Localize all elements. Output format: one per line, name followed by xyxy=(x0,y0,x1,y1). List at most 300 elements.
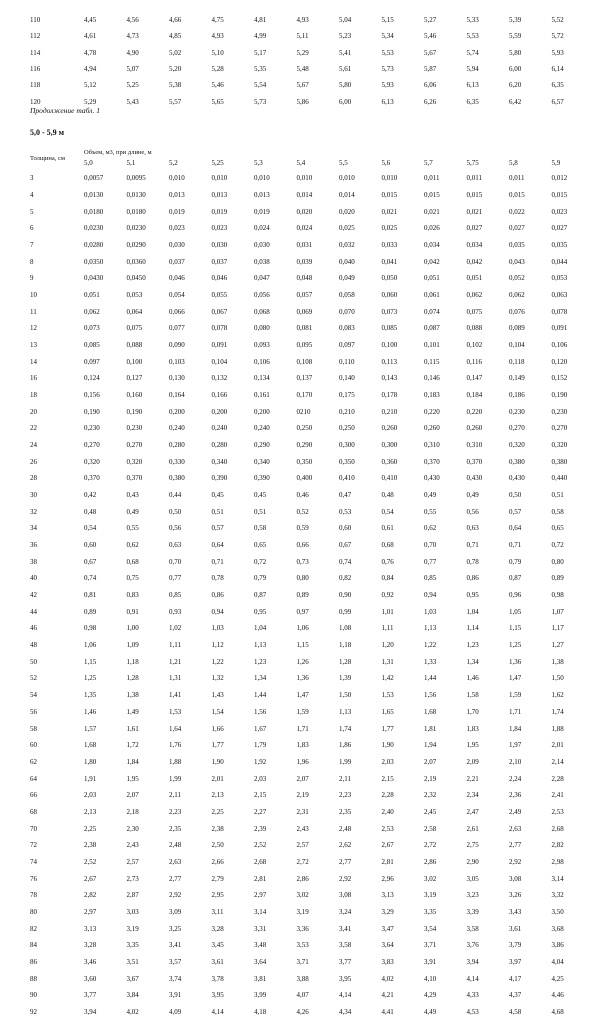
table-row xyxy=(0,954,594,971)
volume-cell: 1,22 xyxy=(211,657,224,666)
volume-cell: 0,75 xyxy=(126,574,139,583)
volume-cell: 1,64 xyxy=(169,724,182,733)
length-header-row xyxy=(0,158,594,168)
volume-cell: 5,61 xyxy=(339,65,352,74)
volume-cell: 3,54 xyxy=(424,924,437,933)
length-header-cell: 5,1 xyxy=(126,159,136,167)
volume-cell: 0,52 xyxy=(296,507,309,516)
thickness-cell: 26 xyxy=(30,457,37,466)
volume-cell: 0,87 xyxy=(509,574,522,583)
volume-cell: 1,67 xyxy=(254,724,267,733)
volume-cell: 1,08 xyxy=(339,624,352,633)
thickness-cell: 118 xyxy=(30,81,41,90)
length-header-cell: 5,75 xyxy=(466,159,479,167)
volume-cell: 0,024 xyxy=(254,224,270,233)
thickness-cell: 84 xyxy=(30,941,37,950)
volume-cell: 0,130 xyxy=(169,374,185,383)
volume-cell: 0,037 xyxy=(211,257,228,266)
volume-cell: 0,220 xyxy=(424,407,440,416)
volume-cell: 0,038 xyxy=(254,257,270,266)
volume-cell: 0,023 xyxy=(211,224,228,233)
volume-cell: 2,11 xyxy=(339,774,351,783)
table-row xyxy=(0,887,594,904)
volume-cell: 1,34 xyxy=(254,674,267,683)
thickness-cell: 36 xyxy=(30,541,37,550)
volume-cell: 3,94 xyxy=(84,1007,97,1016)
length-header-cell: 5,9 xyxy=(551,159,561,167)
volume-cell: 2,03 xyxy=(254,774,267,783)
volume-cell: 4,99 xyxy=(254,32,267,41)
volume-cell: 0,330 xyxy=(169,457,185,466)
volume-cell: 0,0230 xyxy=(84,224,104,233)
volume-cell: 2,48 xyxy=(169,841,182,850)
volume-cell: 4,41 xyxy=(381,1007,394,1016)
volume-cell: 3,77 xyxy=(339,957,352,966)
volume-cell: 1,54 xyxy=(211,707,224,716)
volume-cell: 0,62 xyxy=(126,541,139,550)
volume-cell: 3,97 xyxy=(509,957,522,966)
volume-cell: 0,230 xyxy=(84,424,100,433)
volume-cell: 2,21 xyxy=(466,774,479,783)
volume-cell: 3,09 xyxy=(169,907,182,916)
volume-cell: 1,58 xyxy=(466,691,479,700)
volume-cell: 0,0430 xyxy=(84,274,104,283)
volume-cell: 2,66 xyxy=(211,857,224,866)
volume-cell: 2,75 xyxy=(466,841,479,850)
volume-cell: 0,087 xyxy=(424,324,440,333)
table-row xyxy=(0,337,594,354)
volume-cell: 3,32 xyxy=(551,891,564,900)
volume-cell: 4,25 xyxy=(551,974,564,983)
volume-cell: 3,14 xyxy=(551,874,564,883)
volume-cell: 1,43 xyxy=(211,691,224,700)
thickness-cell: 66 xyxy=(30,791,37,800)
volume-cell: 2,28 xyxy=(381,791,394,800)
volume-cell: 2,98 xyxy=(551,857,564,866)
volume-cell: 0,091 xyxy=(211,341,228,350)
volume-cell: 0,0280 xyxy=(84,241,104,250)
volume-cell: 0,164 xyxy=(169,391,185,400)
thickness-cell: 13 xyxy=(30,341,37,350)
volume-cell: 0,380 xyxy=(551,457,568,466)
volume-cell: 0,093 xyxy=(254,341,270,350)
volume-cell: 0,013 xyxy=(211,191,228,199)
volume-cell: 2,97 xyxy=(254,891,267,900)
table-row xyxy=(0,370,594,387)
table-row xyxy=(0,287,594,304)
volume-cell: 0,152 xyxy=(551,374,568,383)
volume-cell: 3,81 xyxy=(254,974,267,983)
volume-cell: 0,054 xyxy=(169,291,185,300)
table-row xyxy=(0,320,594,337)
table-row xyxy=(0,653,594,670)
volume-cell: 0,78 xyxy=(211,574,224,583)
volume-cell: 3,14 xyxy=(254,907,267,916)
volume-cell: 0,300 xyxy=(339,441,355,450)
volume-cell: 0,390 xyxy=(211,474,228,483)
volume-cell: 0,078 xyxy=(551,307,568,316)
volume-cell: 5,94 xyxy=(466,65,479,74)
volume-cell: 1,23 xyxy=(254,657,267,666)
volume-cell: 0,49 xyxy=(424,491,437,500)
volume-cell: 0,137 xyxy=(296,374,313,383)
volume-cell: 1,59 xyxy=(509,691,522,700)
volume-cell: 0,190 xyxy=(84,407,100,416)
volume-cell: 0,034 xyxy=(466,241,483,250)
volume-cell: 0,380 xyxy=(509,457,525,466)
volume-cell: 0,270 xyxy=(509,424,525,433)
volume-cell: 5,57 xyxy=(169,97,182,106)
volume-cell: 0,061 xyxy=(424,291,440,300)
volume-cell: 0,0360 xyxy=(126,257,146,266)
table-row xyxy=(0,687,594,704)
volume-cell: 2,77 xyxy=(169,874,182,883)
volume-cell: 2,14 xyxy=(551,757,564,766)
table-row xyxy=(0,620,594,637)
volume-cell: 0,0450 xyxy=(126,274,146,283)
volume-cell: 3,19 xyxy=(424,891,437,900)
length-header-cell: 5,0 xyxy=(84,159,93,167)
volume-cell: 0,146 xyxy=(424,374,440,383)
volume-cell: 0,022 xyxy=(509,207,525,216)
volume-cell: 0,200 xyxy=(211,407,228,416)
volume-cell: 0,166 xyxy=(211,391,228,400)
volume-cell: 0,99 xyxy=(339,607,352,616)
volume-cell: 0,108 xyxy=(296,357,313,366)
table-row xyxy=(0,520,594,537)
volume-cell: 2,58 xyxy=(424,824,437,833)
volume-cell: 3,71 xyxy=(296,957,309,966)
thickness-cell: 30 xyxy=(30,491,37,500)
volume-cell: 0,300 xyxy=(381,441,398,450)
volume-cell: 0,63 xyxy=(466,524,479,533)
volume-cell: 3,23 xyxy=(466,891,479,900)
volume-cell: 0,026 xyxy=(424,224,440,233)
volume-cell: 4,14 xyxy=(466,974,479,983)
volume-cell: 2,35 xyxy=(169,824,182,833)
table-row xyxy=(0,420,594,437)
volume-cell: 2,39 xyxy=(254,824,267,833)
volume-cell: 5,53 xyxy=(466,32,479,41)
volume-cell: 4,14 xyxy=(211,1007,224,1016)
volume-cell: 6,35 xyxy=(466,97,479,106)
volume-cell: 0,161 xyxy=(254,391,270,400)
volume-cell: 5,15 xyxy=(381,16,394,25)
volume-cell: 0,140 xyxy=(339,374,355,383)
volume-cell: 0,062 xyxy=(466,291,483,300)
volume-cell: 4,45 xyxy=(84,16,97,25)
volume-cell: 0,104 xyxy=(211,357,228,366)
thickness-cell: 70 xyxy=(30,824,37,833)
volume-cell: 0,48 xyxy=(84,507,97,516)
volume-cell: 5,48 xyxy=(296,65,309,74)
volume-cell: 2,28 xyxy=(551,774,564,783)
volume-cell: 1,36 xyxy=(296,674,309,683)
volume-cell: 0,57 xyxy=(509,507,522,516)
volume-cell: 4,29 xyxy=(424,991,437,1000)
volume-cell: 4,46 xyxy=(551,991,564,1000)
volume-cell: 0,0230 xyxy=(126,224,146,233)
volume-cell: 1,35 xyxy=(84,691,97,700)
volume-cell: 0,54 xyxy=(84,524,97,533)
table-row xyxy=(0,904,594,921)
volume-cell: 1,71 xyxy=(509,707,522,716)
volume-cell: 0,102 xyxy=(466,341,483,350)
volume-cell: 0,050 xyxy=(381,274,398,283)
volume-cell: 0,71 xyxy=(466,541,479,550)
table-row xyxy=(0,920,594,937)
volume-cell: 0,020 xyxy=(339,207,355,216)
volume-cell: 0,040 xyxy=(339,257,355,266)
volume-cell: 4,85 xyxy=(169,32,182,41)
volume-cell: 0,097 xyxy=(84,357,100,366)
volume-cell: 0,430 xyxy=(424,474,440,483)
volume-cell: 0,70 xyxy=(424,541,437,550)
volume-cell: 0,156 xyxy=(84,391,100,400)
volume-table-body xyxy=(0,170,594,1020)
volume-cell: 0,083 xyxy=(339,324,355,333)
volume-cell: 0,56 xyxy=(466,507,479,516)
volume-cell: 5,29 xyxy=(84,97,97,106)
volume-cell: 1,28 xyxy=(339,657,352,666)
volume-cell: 5,46 xyxy=(424,32,437,41)
volume-cell: 3,19 xyxy=(296,907,309,916)
volume-cell: 1,15 xyxy=(296,641,309,650)
volume-cell: 1,36 xyxy=(509,657,522,666)
volume-cell: 4,75 xyxy=(211,16,224,25)
table-row xyxy=(0,570,594,587)
table-row xyxy=(0,437,594,454)
volume-cell: 0210 xyxy=(296,407,311,416)
table-row xyxy=(0,553,594,570)
volume-cell: 6,13 xyxy=(381,97,394,106)
volume-cell: 0,067 xyxy=(211,307,228,316)
length-header-cell: 5,8 xyxy=(509,159,518,167)
volume-cell: 0,037 xyxy=(169,257,185,266)
volume-cell: 0,47 xyxy=(339,491,352,500)
volume-cell: 5,86 xyxy=(296,97,309,106)
volume-cell: 0,115 xyxy=(424,357,440,366)
volume-cell: 0,043 xyxy=(509,257,525,266)
table-row xyxy=(0,937,594,954)
thickness-cell: 22 xyxy=(30,424,37,433)
table-row xyxy=(0,787,594,804)
volume-cell: 0,290 xyxy=(254,441,270,450)
volume-cell: 0,097 xyxy=(339,341,355,350)
volume-cell: 2,92 xyxy=(509,857,522,866)
volume-cell: 0,79 xyxy=(254,574,267,583)
volume-cell: 0,039 xyxy=(296,257,313,266)
volume-cell: 2,23 xyxy=(339,791,352,800)
volume-cell: 5,29 xyxy=(296,48,309,57)
volume-cell: 0,124 xyxy=(84,374,100,383)
volume-cell: 0,080 xyxy=(254,324,270,333)
table-row xyxy=(0,987,594,1004)
volume-cell: 1,83 xyxy=(466,724,479,733)
volume-cell: 1,14 xyxy=(466,624,479,633)
volume-cell: 6,20 xyxy=(509,81,522,90)
volume-cell: 3,78 xyxy=(211,974,224,983)
continuation-title: Продолжение табл. 1 xyxy=(30,106,100,115)
volume-cell: 0,350 xyxy=(296,457,313,466)
volume-cell: 0,64 xyxy=(211,541,224,550)
length-header-cell: 5,3 xyxy=(254,159,263,167)
volume-cell: 2,63 xyxy=(509,824,522,833)
table-row xyxy=(0,187,594,204)
volume-cell: 0,074 xyxy=(424,307,440,316)
volume-cell: 0,190 xyxy=(551,391,568,400)
volume-cell: 1,79 xyxy=(254,741,267,750)
volume-cell: 5,74 xyxy=(466,48,479,57)
volume-cell: 5,20 xyxy=(169,65,182,74)
volume-cell: 0,98 xyxy=(84,624,97,633)
volume-cell: 0,0057 xyxy=(84,174,104,183)
thickness-cell: 54 xyxy=(30,691,37,700)
volume-cell: 1,41 xyxy=(169,691,182,700)
volume-cell: 2,32 xyxy=(424,791,437,800)
volume-cell: 0,014 xyxy=(339,191,355,199)
table-row xyxy=(0,387,594,404)
volume-cell: 3,76 xyxy=(466,941,479,950)
volume-cell: 0,54 xyxy=(381,507,394,516)
volume-cell: 0,014 xyxy=(296,191,313,199)
volume-cell: 1,03 xyxy=(424,607,437,616)
length-header-cell: 5,4 xyxy=(296,159,306,167)
volume-cell: 2,57 xyxy=(126,857,139,866)
volume-cell: 1,18 xyxy=(126,657,139,666)
volume-cell: 1,95 xyxy=(466,741,479,750)
thickness-cell: 116 xyxy=(30,65,41,74)
volume-cell: 0,053 xyxy=(126,291,143,300)
thickness-cell: 62 xyxy=(30,757,37,766)
volume-cell: 4,02 xyxy=(381,974,394,983)
volume-cell: 1,57 xyxy=(84,724,97,733)
volume-cell: 0,011 xyxy=(466,174,482,183)
volume-cell: 5,73 xyxy=(254,97,267,106)
volume-cell: 2,90 xyxy=(466,857,479,866)
volume-cell: 0,87 xyxy=(254,591,267,600)
volume-cell: 0,147 xyxy=(466,374,483,383)
volume-cell: 0,57 xyxy=(211,524,224,533)
volume-cell: 0,056 xyxy=(254,291,270,300)
volume-cell: 1,84 xyxy=(126,757,139,766)
volume-cell: 1,47 xyxy=(509,674,522,683)
volume-cell: 2,10 xyxy=(509,757,522,766)
table-row xyxy=(0,77,594,93)
volume-cell: 0,58 xyxy=(551,507,564,516)
volume-cell: 0,98 xyxy=(551,591,564,600)
volume-cell: 0,220 xyxy=(466,407,483,416)
volume-cell: 6,06 xyxy=(424,81,437,90)
thickness-cell: 44 xyxy=(30,607,37,616)
thickness-cell: 82 xyxy=(30,924,37,933)
volume-cell: 2,13 xyxy=(211,791,224,800)
volume-cell: 0,025 xyxy=(339,224,355,233)
volume-cell: 4,02 xyxy=(126,1007,139,1016)
thickness-cell: 9 xyxy=(30,274,34,283)
volume-cell: 5,65 xyxy=(211,97,224,106)
table-row xyxy=(0,820,594,837)
volume-cell: 5,41 xyxy=(339,48,352,57)
volume-cell: 0,010 xyxy=(339,174,355,183)
volume-cell: 1,15 xyxy=(84,657,97,666)
volume-cell: 2,19 xyxy=(296,791,309,800)
volume-cell: 0,76 xyxy=(381,557,394,566)
volume-cell: 1,27 xyxy=(551,641,564,650)
volume-cell: 3,91 xyxy=(169,991,182,1000)
table-row xyxy=(0,28,594,44)
thickness-cell: 34 xyxy=(30,524,37,533)
table-row xyxy=(0,704,594,721)
volume-cell: 3,45 xyxy=(211,941,224,950)
thickness-cell: 120 xyxy=(30,97,41,106)
volume-cell: 3,99 xyxy=(254,991,267,1000)
volume-cell: 2,07 xyxy=(126,791,139,800)
volume-cell: 0,075 xyxy=(126,324,143,333)
volume-cell: 0,032 xyxy=(339,241,355,250)
volume-cell: 5,80 xyxy=(509,48,522,57)
table-row xyxy=(0,870,594,887)
volume-cell: 5,25 xyxy=(126,81,139,90)
length-header-spacer xyxy=(0,158,84,168)
volume-cell: 1,13 xyxy=(254,641,267,650)
volume-cell: 0,64 xyxy=(509,524,522,533)
volume-cell: 2,15 xyxy=(381,774,394,783)
volume-cell: 0,310 xyxy=(424,441,440,450)
volume-cell: 3,05 xyxy=(466,874,479,883)
volume-cell: 5,46 xyxy=(211,81,224,90)
thickness-cell: 8 xyxy=(30,257,34,266)
table-row xyxy=(0,353,594,370)
volume-cell: 0,370 xyxy=(84,474,100,483)
volume-cell: 0,260 xyxy=(424,424,440,433)
volume-cell: 3,64 xyxy=(381,941,394,950)
volume-cell: 3,13 xyxy=(381,891,394,900)
volume-cell: 0,035 xyxy=(509,241,525,250)
volume-cell: 3,35 xyxy=(126,941,139,950)
volume-cell: 0,068 xyxy=(254,307,270,316)
volume-cell: 3,94 xyxy=(466,957,479,966)
volume-cell: 2,38 xyxy=(211,824,224,833)
volume-cell: 1,86 xyxy=(339,741,352,750)
table-row xyxy=(0,470,594,487)
volume-cell: 2,52 xyxy=(254,841,267,850)
volume-cell: 0,023 xyxy=(169,224,185,233)
thickness-cell: 14 xyxy=(30,357,37,366)
thickness-header-label: Толщина, см xyxy=(30,155,65,162)
volume-cell: 3,26 xyxy=(509,891,522,900)
volume-cell: 0,360 xyxy=(381,457,398,466)
volume-cell: 0,060 xyxy=(381,291,398,300)
volume-cell: 0,120 xyxy=(551,357,568,366)
volume-cell: 0,073 xyxy=(84,324,100,333)
volume-cell: 0,280 xyxy=(211,441,228,450)
volume-cell: 0,270 xyxy=(84,441,100,450)
range-title: 5,0 - 5,9 м xyxy=(30,128,65,137)
volume-cell: 1,46 xyxy=(466,674,479,683)
volume-cell: 1,15 xyxy=(509,624,522,633)
volume-cell: 0,015 xyxy=(509,191,525,199)
volume-cell: 0,178 xyxy=(381,391,398,400)
volume-cell: 6,14 xyxy=(551,65,564,74)
thickness-cell: 50 xyxy=(30,657,37,666)
volume-cell: 2,25 xyxy=(84,824,97,833)
volume-cell: 0,106 xyxy=(254,357,270,366)
volume-cell: 0,310 xyxy=(466,441,483,450)
volume-cell: 0,100 xyxy=(126,357,143,366)
volume-cell: 1,70 xyxy=(466,707,479,716)
table-row xyxy=(0,303,594,320)
